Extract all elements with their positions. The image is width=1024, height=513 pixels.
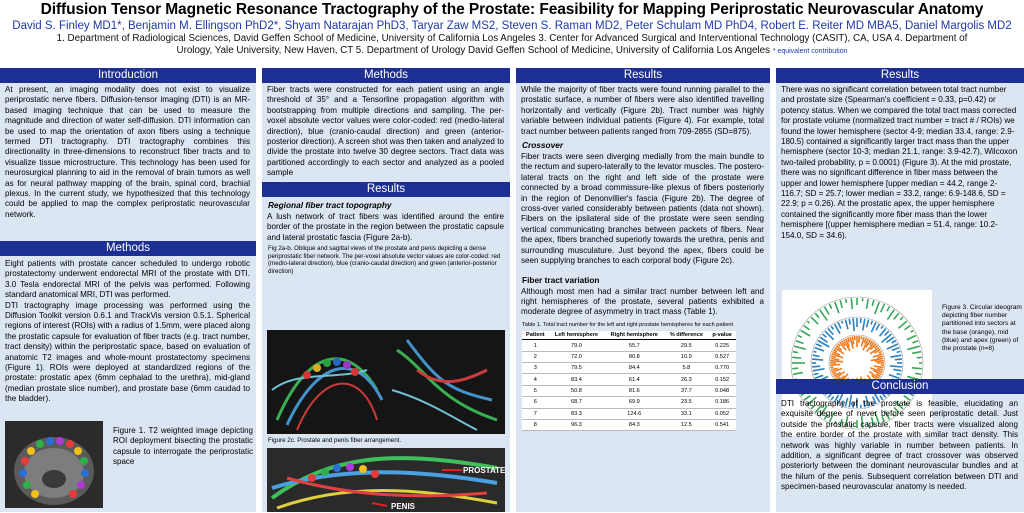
ideogram-bar — [830, 364, 840, 365]
methods-heading-2: Methods — [262, 68, 510, 83]
ideogram-bar — [842, 321, 843, 324]
table-cell: 79.0 — [549, 340, 605, 351]
equal-contribution-note: * equivalent contribution — [773, 48, 848, 55]
figure-2c-image — [267, 448, 505, 512]
ideogram-bar — [846, 299, 847, 303]
methods-paragraph-1: Eight patients with prostate cancer scheduled to undergo robotic prostatectomy underwent endorectal MRI of the prostate with DTI. 3.0 Tesla endorectal MRI of the pelvis was performed. Following standard anatomical MRI, DTI was performed. — [0, 257, 256, 301]
author-list: David S. Finley MD1*, Benjamin M. Ellingson PhD2*, Shyam Natarajan PhD3, Taryar Zaw MS2, Steven S. Raman MD2, Peter Schulam MD PhD4, Robert E. Reiter MD MBA5, Daniel Margolis MD2 — [0, 19, 1024, 33]
table-cell: 23.5 — [664, 397, 708, 408]
table-cell: 29.5 — [664, 340, 708, 351]
ideogram-bar — [849, 319, 850, 325]
table-row — [522, 351, 736, 362]
prostate-label: PROSTATE — [463, 466, 505, 475]
ideogram-bar — [861, 336, 862, 339]
table-cell: 69.9 — [604, 397, 664, 408]
table-header-cell: Left hemisphere — [549, 331, 605, 340]
ideogram-bar — [830, 361, 843, 362]
table-cell: 37.7 — [664, 385, 708, 396]
table-cell: 7 — [522, 408, 549, 419]
regional-topography-text: A lush network of tract fibers was identified around the entire border of the prostate in the region between the prostatic capsule and lateral prostatic fascia (Figure 2a-b). — [262, 210, 510, 243]
ideogram-bar — [915, 373, 921, 374]
figure-2ab-caption: Fig 2a-b. Oblique and sagittal views of the prostate and penis depicting a dense periprostatic fiber network. The per-voxel absolute vector values are color-coded: red (medio-lateral direction), blue (cranio-caudal direction) and green (anterior-posterior direction) — [262, 243, 510, 277]
table-header-cell: Patient — [522, 331, 549, 340]
column-2 — [262, 68, 510, 512]
ideogram-bar — [897, 374, 901, 375]
table-cell: 55.7 — [604, 340, 664, 351]
table-cell: 5 — [522, 385, 549, 396]
table-cell: 4 — [522, 374, 549, 385]
table-cell: 68.7 — [549, 397, 605, 408]
table-cell: 2 — [522, 351, 549, 362]
column-3 — [516, 68, 770, 512]
ideogram-bar — [793, 352, 798, 353]
table-cell: 1 — [522, 340, 549, 351]
table-cell: 81.6 — [604, 385, 664, 396]
ideogram-bar — [792, 368, 798, 369]
poster-title: Diffusion Tensor Magnetic Resonance Tractography of the Prostate: Feasibility for Mapping Periprostatic Neurovascular Anatomy — [0, 1, 1024, 19]
methods-1-body — [0, 257, 256, 405]
table-row — [522, 408, 736, 419]
fiber-variation-subheading: Fiber tract variation — [516, 267, 770, 285]
penis-label: PENIS — [391, 502, 415, 511]
ideogram-bar — [792, 357, 801, 358]
poster-header — [0, 0, 1024, 66]
table-cell: 0.527 — [708, 351, 736, 362]
methods-paragraph-2: DTI tractography image processing was performed using the Diffusion Toolkit version 0.6.1 and TrackVis version 0.5.1. Spherical regions of interest (ROIs) with a radius of 1.5mm, were placed along the prostatic capsule for evaluation of fiber tracts (e.g. tract number, tract density) within the periprostatic space, based on evaluation of anatomic T2 images and whole-mount prostatectomy specimens (Figure 1). ROIs were deployed at standardized regions of the prostate: prostatic apex (6mm cephalad to the urethra), mid-gland (median prostate slice number), and prostate base (6mm caudad to the bladder). — [0, 301, 256, 405]
ideogram-bar — [875, 361, 884, 362]
table-row — [522, 363, 736, 374]
crossover-text: Fiber tracts were seen diverging medially from the main bundle to the rectum and supero-laterally to the levator muscles. The postero-lateral tracts on the right and left side of the prostate were connected by a broad commissure-like plexus of fibers posteriorly in the region of Denonvillier's fascia (Figure 2b). The degree of cross-over varied considerably between patients (data not shown). Fibers on the ipsilateral side of the prostate were seen sending vertical communicating branches between packets of fibers. Near the apex, fibers branched superiorly towards the urethra, penis and surrounding musculature. Just beyond the apex, fibers could be seen supplying branches to each corporal body (Figure 2c). — [516, 150, 770, 266]
table-row — [522, 385, 736, 396]
table-cell: 10.9 — [664, 351, 708, 362]
conclusion-text: DTI tractography of the prostate is feasible, elucidating an exquisite degree of never before seen periprostatic detail. Just outside the prostatic capsule, fiber tracts were visualized along the entire border of the prostate with similar tract density. This network was highly variable in number between patients. In addition, a significant degree of tract crossover was observed posteriorly between the dominant neurovascular bundles and at the hilum of the penis. Subsequent correlation between DTI and specimen-based neurovascular anatomy is needed. — [776, 397, 1024, 493]
table-cell: 124.6 — [604, 408, 664, 419]
methods-2-text: Fiber tracts were constructed for each patient using an angle threshold of 35° and a Tensorline propagation algorithm with bootstrapping from multiple directions and sampling. The per-voxel absolute vector values were color-coded: red (medio-lateral direction), blue (cranio-caudal direction) and green (anterior-posterior direction). A screen shot was then taken and analyzed to divide the prostate into twelve 30 degree sectors. Tract data was partitioned accordingly to each sector and analyzed as a pooled sample — [262, 83, 510, 179]
methods-heading-1: Methods — [0, 241, 256, 256]
figure-1-image — [5, 421, 103, 508]
crossover-subheading: Crossover — [516, 137, 770, 150]
table-cell: 8 — [522, 419, 549, 430]
results-heading-4: Results — [776, 68, 1024, 83]
table-row — [522, 419, 736, 430]
ideogram-bar — [830, 367, 833, 368]
table-cell: 0.541 — [708, 419, 736, 430]
table-cell: 0.048 — [708, 385, 736, 396]
ideogram-bar — [812, 359, 823, 360]
table-cell: 83.4 — [549, 374, 605, 385]
results-2-body — [262, 197, 510, 278]
results-heading-2: Results — [262, 182, 510, 197]
table-row — [522, 397, 736, 408]
table-cell: 3 — [522, 363, 549, 374]
introduction-heading: Introduction — [0, 68, 256, 83]
results-heading-3: Results — [516, 68, 770, 83]
figure-3-caption: Figure 3. Circular ideogram depicting fiber number partitioned into sectors at the base (orange), mid (blue) and apex (green) of the prostate (n=8) — [936, 302, 1024, 355]
introduction-text: At present, an imaging modality does not exist to visualize periprostatic nerve fibers. Diffusion-tensor imaging (DTI) is an MR-based imaging technique that can be used to measure the magnitude and direction of water self-diffusion. DTI information can be used to map the orientation of axon fibers using a technique termed DTI tractography. DTI tractography combines this directionality in three-dimensions to reconstruct fiber tracts and to visualize tissue microstructure. This technology has been used for neurosurgical planning to aid in the removal of brain tumors as well as for neural pathway mapping of the brain, spinal cord, brachial plexus. In the current study, we hypothesized that this technology could be applied to map the complex periprostatic neurovascular network. — [0, 83, 256, 220]
table-cell: 0.052 — [708, 408, 736, 419]
ideogram-bar — [814, 351, 817, 352]
affiliations — [0, 33, 1024, 58]
affiliations-line1: 1. Department of Radiological Sciences, David Geffen School of Medicine, University of California Los Angeles 3. Center for Advanced Surgical and Interventional Technology (CASIT), CA, USA 4. Department of — [57, 33, 968, 44]
table-1-title: Table 1. Total tract number for the left and right prostate hemispheres for each patient — [516, 318, 770, 332]
table-header-cell: Right hemisphere — [604, 331, 664, 340]
table-header-row — [522, 331, 736, 340]
table-header-cell: p-value — [708, 331, 736, 340]
table-cell: 50.8 — [549, 385, 605, 396]
figure-2ab-image — [267, 330, 505, 434]
table-cell: 26.3 — [664, 374, 708, 385]
fiber-variation-text: Although most men had a similar tract number between left and right hemispheres of the prostate, several patients exhibited a moderate degree of asymmetry in tract mass (Table 1). — [516, 285, 770, 318]
table-cell: 84.3 — [604, 419, 664, 430]
table-cell: 61.4 — [604, 374, 664, 385]
column-1 — [0, 68, 256, 512]
table-cell: 0.770 — [708, 363, 736, 374]
ideogram-bar — [895, 359, 902, 360]
conclusion-heading: Conclusion — [776, 379, 1024, 394]
table-cell: 83.3 — [549, 408, 605, 419]
ideogram-bar — [859, 336, 860, 343]
table-cell: 0.152 — [708, 374, 736, 385]
affiliations-line2: Urology, Yale University, New Haven, CT 5. Department of Urology David Geffen School of Medicine, University of California Los Angeles — [177, 45, 771, 56]
table-cell: 5.8 — [664, 363, 708, 374]
regional-topography-subheading: Regional fiber tract topography — [262, 197, 510, 210]
figure-2c-caption: Figure 2c. Prostate and penis fiber arrangement. — [262, 435, 512, 447]
results-4-text: There was no significant correlation between total tract number and prostate size (Spearman's coefficient = 0.33, p=0.42) or potency status. When we compared the total tract mass corrected for prostate volume (normalized tract number = tract # / ROIs) we found the lower hemisphere (sector 4-9; median 33.4, range: 2.9-180.5) contained a significantly larger tract mass than the upper hemisphere (sector 10-3; median 21.1, range: 3.9-42.7), Wilcoxon two-tailed probability, p = 0.0001) (Figure 3). At the mid prostate, there was no significant difference in fiber mass between the upper and lower hemisphere [upper median = 44.2, range 2-116.7; SD = 25.7; lower median = 33.2, range: 6.9-148.6, SD = 22.9; p = 0.26). At the prostatic apex, the upper hemisphere contained the significantly more fiber mass than the lower hemisphere [(upper hemisphere median = 51.4, range: 10.2-154.0, SD = 34.6). — [776, 83, 1024, 241]
results-3-text: While the majority of fiber tracts were found running parallel to the prostatic surface, a number of fibers were also identified travelling horizontally and vertically (Figure 2b). Tract number was highly variable between individual patients (Figure 4). For example, total tract number between patients ranged from 709-2855 (SD=875). — [516, 83, 770, 137]
ideogram-bar — [897, 351, 901, 352]
ideogram-bar — [912, 368, 922, 369]
figure-1-caption: Figure 1. T2 weighted image depicting ROI deployment bisecting the prostatic capsule to interrogate the periprostatic space — [108, 424, 259, 468]
table-cell: 6 — [522, 397, 549, 408]
column-4 — [776, 68, 1024, 512]
table-row — [522, 340, 736, 351]
ideogram-bar — [851, 298, 852, 309]
table-cell: 79.5 — [549, 363, 605, 374]
table-cell: 12.5 — [664, 419, 708, 430]
table-1 — [522, 331, 736, 431]
table-cell: 33.1 — [664, 408, 708, 419]
table-cell: 72.0 — [549, 351, 605, 362]
table-cell: 0.225 — [708, 340, 736, 351]
table-cell: 84.4 — [604, 363, 664, 374]
ideogram-bar — [853, 318, 854, 331]
table-cell: 0.186 — [708, 397, 736, 408]
table-row — [522, 374, 736, 385]
table-cell: 96.3 — [549, 419, 605, 430]
ideogram-bar — [812, 366, 820, 367]
table-cell: 80.8 — [604, 351, 664, 362]
ideogram-bar — [890, 366, 902, 367]
table-header-cell: % difference — [664, 331, 708, 340]
